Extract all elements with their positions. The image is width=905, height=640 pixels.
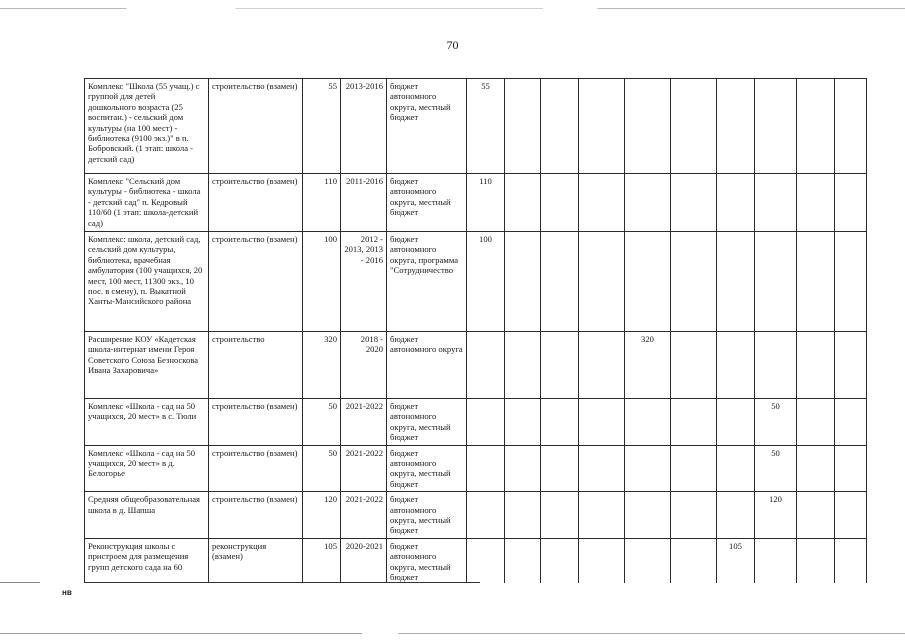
year-value-cell <box>625 232 671 332</box>
work-type-cell: реконструкция (взамен) <box>209 538 303 585</box>
year-value-cell <box>467 492 505 539</box>
year-value-cell <box>717 79 755 174</box>
year-value-cell <box>717 332 755 399</box>
year-value-cell <box>625 538 671 585</box>
funding-source-cell: бюджет автономного округа, местный бюджет <box>387 174 467 232</box>
year-value-cell <box>505 399 541 446</box>
capacity-cell: 110 <box>303 174 341 232</box>
year-value-cell <box>717 174 755 232</box>
funding-source-cell: бюджет автономного округа, местный бюджет <box>387 445 467 492</box>
year-value-cell <box>579 232 625 332</box>
table-row <box>85 492 867 539</box>
year-value-cell <box>541 492 579 539</box>
work-type-cell: строительство (взамен) <box>209 492 303 539</box>
capacity-cell: 105 <box>303 538 341 585</box>
object-name-cell: Комплекс "Школа (55 учащ.) с группой для детей дошкольного возраста (25 воспитан.) - сельский дом культуры (на 100 мест) - библиотека (9100 экз.)" в п. Бобровский. (1 этап: школа - детский сад) <box>85 79 209 174</box>
year-value-cell <box>579 538 625 585</box>
object-name-cell: Комплекс "Сельский дом культуры - библиотека - школа - детский сад" п. Кедровый 110/60 (1 этап: школа-детский сад) <box>85 174 209 232</box>
capacity-cell: 100 <box>303 232 341 332</box>
year-value-cell <box>755 538 797 585</box>
year-value-cell <box>541 538 579 585</box>
year-value-cell <box>717 232 755 332</box>
year-value-cell <box>467 445 505 492</box>
year-value-cell <box>835 232 867 332</box>
year-value-cell <box>579 332 625 399</box>
funding-source-cell: бюджет автономного округа, местный бюджет <box>387 79 467 174</box>
table-row <box>85 232 867 332</box>
year-value-cell <box>755 332 797 399</box>
year-value-cell <box>579 174 625 232</box>
year-value-cell <box>505 332 541 399</box>
year-value-cell <box>671 232 717 332</box>
year-value-cell <box>835 174 867 232</box>
table-row <box>85 174 867 232</box>
year-value-cell <box>755 174 797 232</box>
footer-mark: нв <box>62 588 72 597</box>
work-type-cell: строительство (взамен) <box>209 445 303 492</box>
year-value-cell <box>835 445 867 492</box>
page-number: 70 <box>446 38 459 52</box>
period-cell: 2021-2022 <box>341 445 387 492</box>
scan-edge-top <box>0 8 905 9</box>
year-value-cell: 120 <box>755 492 797 539</box>
year-value-cell <box>505 79 541 174</box>
table-row <box>85 399 867 446</box>
funding-source-cell: бюджет автономного округа, местный бюджет <box>387 492 467 539</box>
year-value-cell <box>579 79 625 174</box>
year-value-cell <box>671 538 717 585</box>
year-value-cell <box>541 232 579 332</box>
object-name-cell: Расширение КОУ «Кадетская школа-интернат имени Героя Советского Союза Безноскова Ивана Захаровича» <box>85 332 209 399</box>
year-value-cell <box>797 232 835 332</box>
year-value-cell: 110 <box>467 174 505 232</box>
year-value-cell <box>797 538 835 585</box>
funding-source-cell: бюджет автономного округа, местный бюджет <box>387 538 467 585</box>
year-value-cell <box>579 445 625 492</box>
year-value-cell <box>541 399 579 446</box>
year-value-cell: 50 <box>755 399 797 446</box>
year-value-cell <box>579 492 625 539</box>
period-cell: 2018 - 2020 <box>341 332 387 399</box>
year-value-cell: 320 <box>625 332 671 399</box>
year-value-cell <box>671 174 717 232</box>
object-name-cell: Комплекс «Школа - сад на 50 учащихся, 20 мест» в д. Белогорье <box>85 445 209 492</box>
year-value-cell <box>579 399 625 446</box>
year-value-cell <box>625 79 671 174</box>
year-value-cell <box>835 492 867 539</box>
year-value-cell <box>625 445 671 492</box>
scan-edge-mark <box>0 582 40 583</box>
funding-source-cell: бюджет автономного округа <box>387 332 467 399</box>
year-value-cell <box>671 492 717 539</box>
period-cell: 2021-2022 <box>341 492 387 539</box>
year-value-cell <box>797 174 835 232</box>
funding-source-cell: бюджет автономного округа, местный бюджет <box>387 399 467 446</box>
year-value-cell: 100 <box>467 232 505 332</box>
year-value-cell <box>625 399 671 446</box>
work-type-cell: строительство (взамен) <box>209 232 303 332</box>
year-value-cell <box>717 492 755 539</box>
year-value-cell <box>835 79 867 174</box>
page-cutoff <box>82 583 872 593</box>
year-value-cell: 105 <box>717 538 755 585</box>
capacity-cell: 50 <box>303 445 341 492</box>
year-value-cell: 55 <box>467 79 505 174</box>
year-value-cell <box>755 79 797 174</box>
funding-source-cell: бюджет автономного округа, программа "Сотрудничество <box>387 232 467 332</box>
year-value-cell <box>467 399 505 446</box>
year-value-cell <box>797 332 835 399</box>
year-value-cell <box>717 399 755 446</box>
year-value-cell <box>541 332 579 399</box>
year-value-cell <box>671 332 717 399</box>
table-row <box>85 445 867 492</box>
year-value-cell: 50 <box>755 445 797 492</box>
year-value-cell <box>505 538 541 585</box>
capacity-cell: 120 <box>303 492 341 539</box>
year-value-cell <box>505 445 541 492</box>
year-value-cell <box>835 399 867 446</box>
capacity-cell: 55 <box>303 79 341 174</box>
table-row <box>85 538 867 585</box>
year-value-cell <box>625 174 671 232</box>
object-name-cell: Комплекс: школа, детский сад, сельский дом культуры, библиотека, врачебная амбулатория (100 учащихся, 20 мест, 100 мест, 11300 экз., 10 пос. в смену), п. Выкатной Ханты-Мансийского района <box>85 232 209 332</box>
work-type-cell: строительство (взамен) <box>209 399 303 446</box>
period-cell: 2012 - 2013, 2013 - 2016 <box>341 232 387 332</box>
table-row <box>85 332 867 399</box>
work-type-cell: строительство <box>209 332 303 399</box>
construction-table <box>84 78 867 586</box>
year-value-cell <box>505 232 541 332</box>
year-value-cell <box>625 492 671 539</box>
object-name-cell: Средняя общеобразовательная школа в д. Шапша <box>85 492 209 539</box>
year-value-cell <box>835 538 867 585</box>
year-value-cell <box>505 174 541 232</box>
year-value-cell <box>541 79 579 174</box>
year-value-cell <box>467 538 505 585</box>
work-type-cell: строительство (взамен) <box>209 174 303 232</box>
table-cut-line <box>84 582 480 583</box>
year-value-cell <box>755 232 797 332</box>
year-value-cell <box>505 492 541 539</box>
period-cell: 2020-2021 <box>341 538 387 585</box>
object-name-cell: Реконструкция школы с пристроем для размещения групп детского сада на 60 <box>85 538 209 585</box>
year-value-cell <box>797 79 835 174</box>
object-name-cell: Комплекс «Школа - сад на 50 учащихся, 20 мест» в с. Тюли <box>85 399 209 446</box>
year-value-cell <box>797 492 835 539</box>
period-cell: 2011-2016 <box>341 174 387 232</box>
year-value-cell <box>797 445 835 492</box>
year-value-cell <box>671 399 717 446</box>
scan-edge-bottom <box>0 633 905 634</box>
year-value-cell <box>671 79 717 174</box>
year-value-cell <box>797 399 835 446</box>
table-row <box>85 79 867 174</box>
capacity-cell: 50 <box>303 399 341 446</box>
year-value-cell <box>717 445 755 492</box>
period-cell: 2021-2022 <box>341 399 387 446</box>
work-type-cell: строительство (взамен) <box>209 79 303 174</box>
period-cell: 2013-2016 <box>341 79 387 174</box>
year-value-cell <box>835 332 867 399</box>
year-value-cell <box>541 174 579 232</box>
year-value-cell <box>541 445 579 492</box>
year-value-cell <box>671 445 717 492</box>
capacity-cell: 320 <box>303 332 341 399</box>
year-value-cell <box>467 332 505 399</box>
